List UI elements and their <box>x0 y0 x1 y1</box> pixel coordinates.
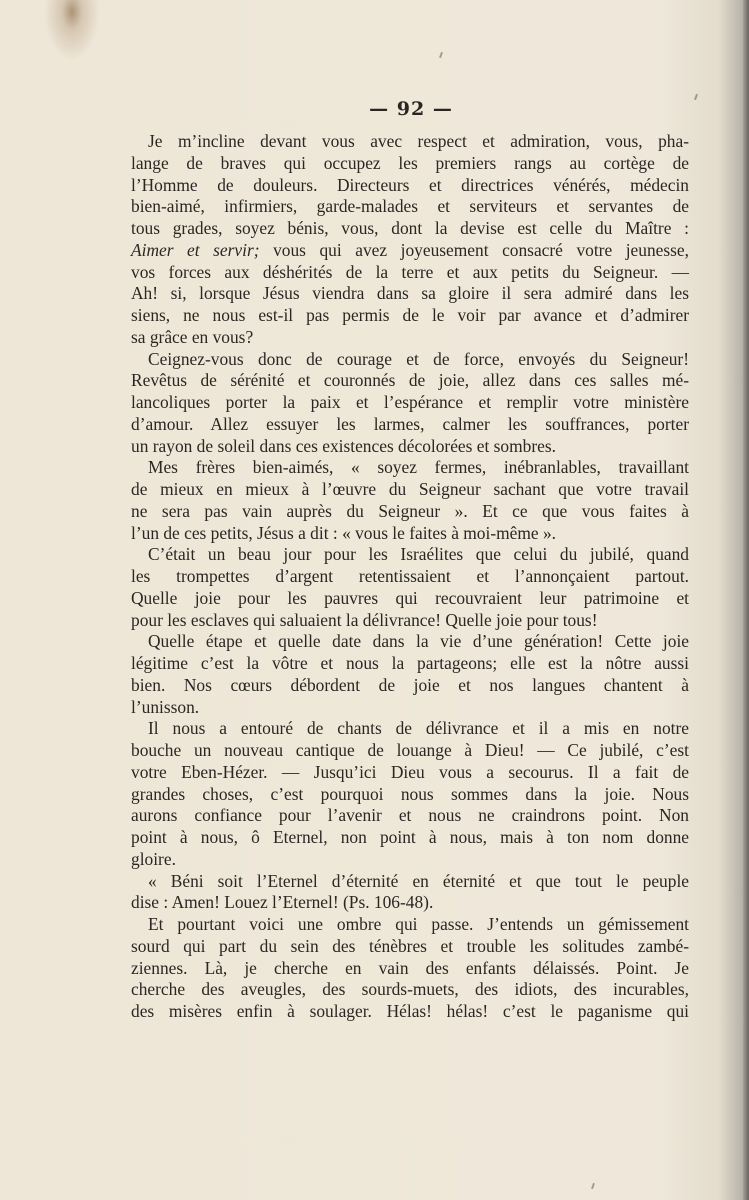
text-line <box>131 370 689 392</box>
text-line <box>131 827 689 849</box>
body-text <box>131 131 689 1023</box>
line-text: l’un de ces petits, Jésus a dit : « vous le faites à moi-même ». <box>131 522 557 543</box>
text-line <box>131 501 689 523</box>
line-text: les trompettes d’argent retentissaient et l’annonçaient partout. <box>131 566 689 586</box>
line-text: l’unisson. <box>131 696 200 717</box>
italic-motto: Aimer et servir; <box>131 239 260 260</box>
text-line <box>131 697 689 719</box>
line-text: bien-aimé, infirmiers, garde-malades et serviteurs et servantes de <box>131 196 689 217</box>
text-line <box>131 958 689 980</box>
text-line <box>131 523 689 545</box>
line-text: Mes frères bien-aimés, « soyez fermes, inébranlables, travaillant <box>148 457 689 478</box>
text-line <box>131 131 689 153</box>
text-line <box>131 610 689 632</box>
paragraph <box>131 718 689 870</box>
spine-shadow <box>743 0 749 1200</box>
line-text: gloire. <box>131 848 176 869</box>
text-line <box>131 740 689 762</box>
line-text: Quelle joie pour les pauvres qui recouvraient leur patrimoine et <box>131 587 689 608</box>
paper-speck <box>439 52 443 58</box>
text-line <box>131 1001 689 1023</box>
text-line <box>131 457 689 479</box>
text-line <box>131 762 689 784</box>
text-line <box>131 914 689 936</box>
paragraph <box>131 631 689 718</box>
line-text: Ceignez-vous donc de courage et de force, envoyés du Seigneur! <box>148 348 689 369</box>
paper-speck <box>591 1183 595 1189</box>
text-line <box>131 631 689 653</box>
line-text: vous qui avez joyeusement consacré votre jeunesse, <box>259 239 689 260</box>
text-line <box>131 566 689 588</box>
paragraph <box>131 871 689 915</box>
line-text: des misères enfin à soulager. Hélas! hélas! c’est le paganisme qui <box>131 1001 689 1021</box>
text-line <box>131 588 689 610</box>
line-text: sa grâce en vous? <box>131 326 254 347</box>
text-line <box>131 805 689 827</box>
text-line <box>131 414 689 436</box>
text-line <box>131 718 689 740</box>
paragraph <box>131 349 689 458</box>
text-line <box>131 849 689 871</box>
paragraph <box>131 544 689 631</box>
line-text: lange de braves qui occupez les premiers rangs au cortège de <box>131 152 689 173</box>
line-text: légitime c’est la vôtre et nous la partageons; elle est la nôtre aussi <box>131 653 689 673</box>
text-line <box>131 327 689 349</box>
text-line <box>131 262 689 284</box>
text-line <box>131 153 689 175</box>
text-line <box>131 784 689 806</box>
text-line <box>131 892 689 914</box>
line-text: Et pourtant voici une ombre qui passe. J’entends un gémissement <box>148 914 689 934</box>
line-text: Ah! si, lorsque Jésus viendra dans sa gloire il sera admiré dans les <box>131 283 689 304</box>
line-text: dise : Amen! Louez l’Eternel! (Ps. 106-48). <box>131 892 434 913</box>
line-text: grandes choses, c’est pourquoi nous sommes dans la joie. Nous <box>131 783 689 804</box>
page-number: — 92 — <box>369 98 453 120</box>
text-line <box>131 653 689 675</box>
line-text: ne sera pas vain auprès du Seigneur ». Et ce que vous faites à <box>131 500 689 521</box>
line-text: cherche des aveugles, des sourds-muets, des idiots, des incurables, <box>131 979 689 1000</box>
text-line <box>131 305 689 327</box>
line-text: lancoliques porter la paix et l’espérance et remplir votre ministère <box>131 392 689 412</box>
text-line <box>131 218 689 240</box>
line-text: ziennes. Là, je cherche en vain des enfants délaissés. Point. Je <box>131 957 689 978</box>
text-line <box>131 196 689 218</box>
line-text: Quelle étape et quelle date dans la vie d’une génération! Cette joie <box>148 631 689 652</box>
line-text: bouche un nouveau cantique de louange à Dieu! — Ce jubilé, c’est <box>131 740 689 760</box>
text-line <box>131 979 689 1001</box>
text-line <box>131 349 689 371</box>
line-text: votre Eben-Hézer. — Jusqu’ici Dieu vous a secourus. Il a fait de <box>131 761 689 782</box>
paragraph <box>131 131 689 349</box>
line-text: aurons confiance pour l’avenir et nous ne craindrons point. Non <box>131 805 689 826</box>
line-text: de mieux en mieux à l’œuvre du Seigneur sachant que votre travail <box>131 479 689 499</box>
text-line <box>131 936 689 958</box>
line-text: d’amour. Allez essuyer les larmes, calmer les souffrances, porter <box>131 413 689 434</box>
paragraph <box>131 914 689 1023</box>
text-line <box>131 436 689 458</box>
line-text: tous grades, soyez bénis, vous, dont la devise est celle du Maître : <box>131 218 689 238</box>
line-text: « Béni soit l’Eternel d’éternité en éternité et que tout le peuple <box>148 870 689 891</box>
text-line <box>131 240 689 262</box>
line-text: C’était un beau jour pour les Israélites que celui du jubilé, quand <box>148 544 689 565</box>
line-text: l’Homme de douleurs. Directeurs et directrices vénérés, médecin <box>131 174 689 195</box>
text-line <box>131 675 689 697</box>
text-line <box>131 871 689 893</box>
line-text: pour les esclaves qui saluaient la délivrance! Quelle joie pour tous! <box>131 609 598 630</box>
line-text: un rayon de soleil dans ces existences décolorées et sombres. <box>131 435 556 456</box>
line-text: vos forces aux déshérités de la terre et aux petits du Seigneur. — <box>131 261 689 282</box>
text-line <box>131 479 689 501</box>
text-line <box>131 175 689 197</box>
text-line <box>131 544 689 566</box>
text-line <box>131 283 689 305</box>
line-text: siens, ne nous est-il pas permis de le voir par avance et d’admirer <box>131 305 689 325</box>
line-text: Il nous a entouré de chants de délivrance et il a mis en notre <box>148 718 689 739</box>
line-text: bien. Nos cœurs débordent de joie et nos langues chantent à <box>131 674 689 695</box>
paragraph <box>131 457 689 544</box>
line-text: Je m’incline devant vous avec respect et admiration, vous, pha- <box>148 131 689 151</box>
line-text: Revêtus de sérénité et couronnés de joie, allez dans ces salles mé- <box>131 370 689 391</box>
line-text: sourd qui part du sein des ténèbres et trouble les solitudes zambé- <box>131 935 689 956</box>
text-line <box>131 392 689 414</box>
line-text: point à nous, ô Eternel, non point à nous, mais à ton nom donne <box>131 827 689 847</box>
